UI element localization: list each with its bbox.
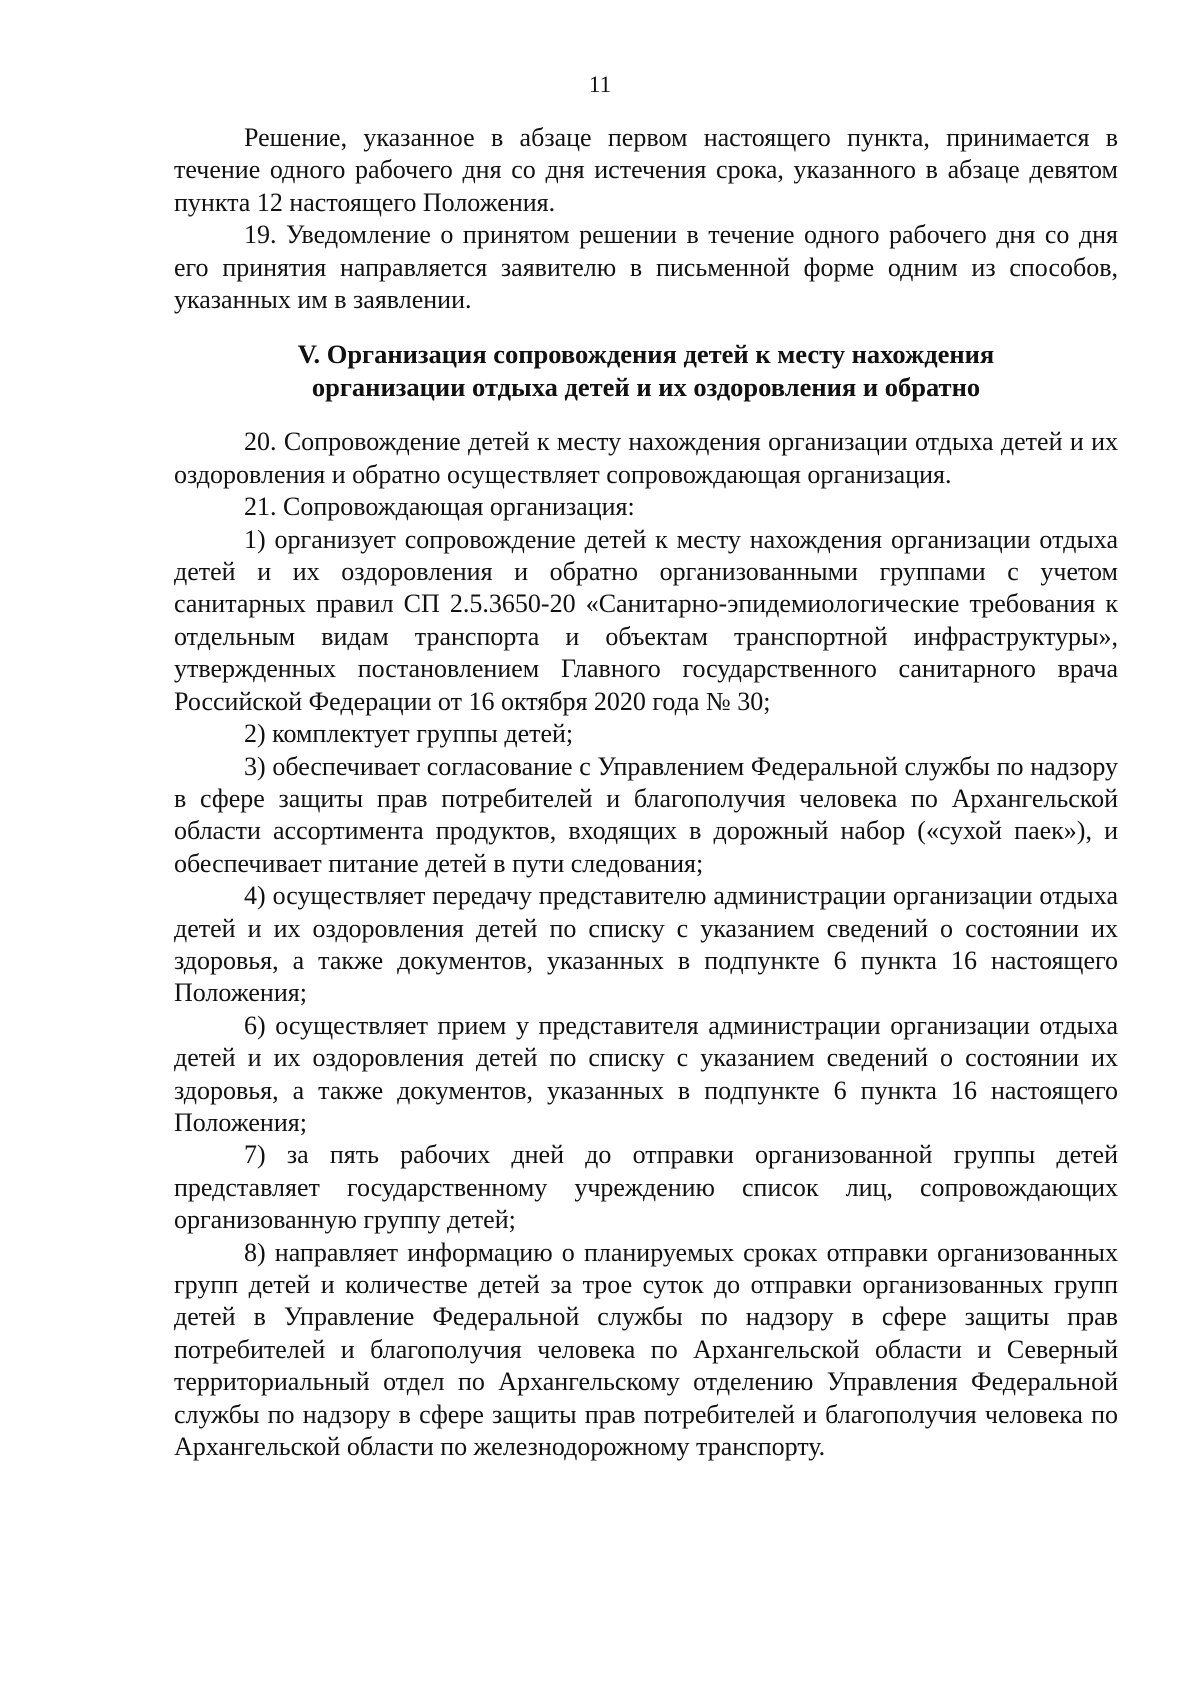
- page-number: 11: [588, 72, 612, 97]
- list-item-3: 3) обеспечивает согласование с Управлением Федеральной службы по надзору в сфере защиты прав потребителей и благополучия человека по Архангельской области ассортимента продуктов, входящих в дорожный набор («сухой паек»), и обеспечивает питание детей в пути следования;: [174, 751, 1118, 878]
- list-item-7: 7) за пять рабочих дней до отправки организованной группы детей представляет государственному учреждению список лиц, сопровождающих организованную группу детей;: [174, 1140, 1118, 1235]
- paragraph-21: 21. Сопровождающая организация:: [244, 492, 635, 522]
- section-heading-line-1: V. Организация сопровождения детей к месту нахождения: [297, 339, 995, 370]
- paragraph-decision: Решение, указанное в абзаце первом настоящего пункта, принимается в течение одного рабочего дня со дня истечения срока, указанного в абзаце девятом пункта 12 настоящего Положения.: [174, 123, 1118, 217]
- list-item-6: 6) осуществляет прием у представителя администрации организации отдыха детей и их оздоровления детей по списку с указанием сведений о состоянии их здоровья, а также документов, указанных в подпункте 6 пункта 16 настоящего Положения;: [174, 1010, 1118, 1137]
- section-heading-line-2: организации отдыха детей и их оздоровления и обратно: [311, 372, 981, 403]
- list-item-1: 1) организует сопровождение детей к месту нахождения организации отдыха детей и их оздоровления и обратно организованными группами с учетом санитарных правил СП 2.5.3650-20 «Санитарно-эпидемиологические требования к отдельным видам транспорта и объектам транспортной инфраструктуры», утвержденных постановлением Главного государственного санитарного врача Российской Федерации от 16 октября 2020 года № 30;: [174, 524, 1118, 716]
- list-item-8: 8) направляет информацию о планируемых сроках отправки организованных групп детей и количестве детей за трое суток до отправки организованных групп детей в Управление Федеральной службы по надзору в сфере защиты прав потребителей и благополучия человека по Архангельской области и Северный территориальный отдел по Архангельскому отделению Управления Федеральной службы по надзору в сфере защиты прав потребителей и благополучия человека по Архангельской области по железнодорожному транспорту.: [174, 1237, 1118, 1462]
- section-heading: [174, 338, 1118, 404]
- list-item-2: 2) комплектует группы детей;: [244, 719, 574, 749]
- document-body: [174, 122, 1118, 1463]
- list-item-4: 4) осуществляет передачу представителю администрации организации отдыха детей и их оздоровления детей по списку с указанием сведений о состоянии их здоровья, а также документов, указанных в подпункте 6 пункта 16 настоящего Положения;: [174, 881, 1118, 1008]
- paragraph-20: 20. Сопровождение детей к месту нахождения организации отдыха детей и их оздоровления и обратно осуществляет сопровождающая организация.: [174, 427, 1118, 489]
- paragraph-19: 19. Уведомление о принятом решении в течение одного рабочего дня со дня его принятия направляется заявителю в письменной форме одним из способов, указанных им в заявлении.: [174, 220, 1118, 315]
